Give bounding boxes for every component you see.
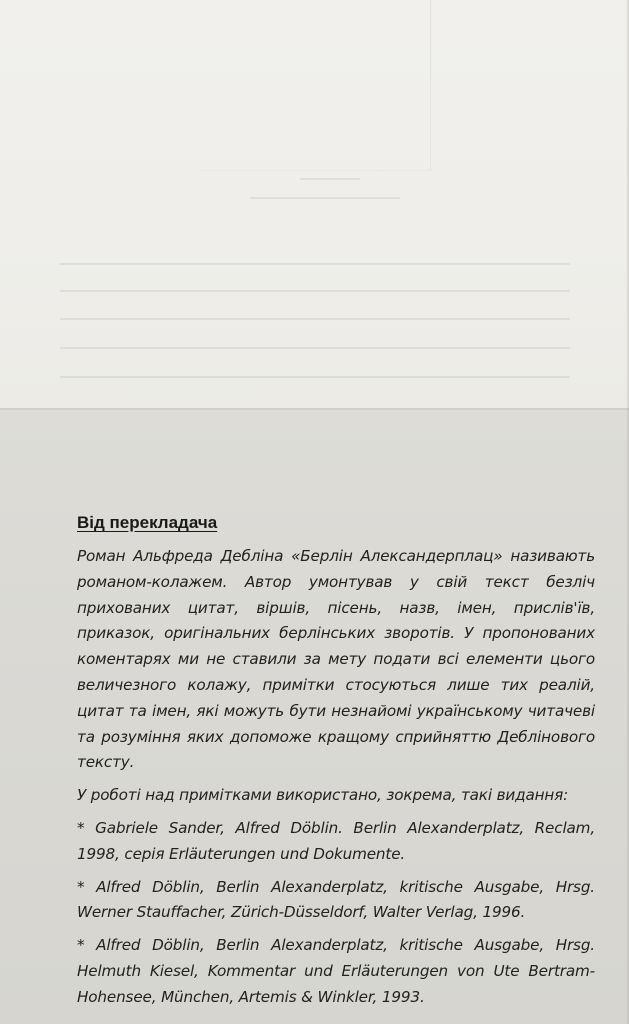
- source-item: * Gabriele Sander, Alfred Döblin. Berlin Alexanderplatz, Reclam, 1998, серія Erläuterungen und Dokumente.: [77, 818, 595, 863]
- intro-paragraph: Роман Альфреда Дебліна «Берлін Александерплац» називають романом-колажем. Автор умонтував у свій текст безліч прихованих цитат, віршів, пісень, назв, імен, прислів'їв, приказок, оригінальних берлінських зворотів. У пропонованих коментарях ми не ставили за мету подати всі елементи цього величезного колажу, примітки стосуються лише тих реалій, цитат та імен, які можуть бути незнайомі українському читачеві та розуміння яких допоможе кращому сприйняттю Деблінового тексту.: [77, 547, 595, 772]
- translator-note: [77, 508, 595, 1011]
- bleed-through-line: [250, 197, 400, 199]
- bleed-through-line: [60, 318, 570, 320]
- source-item: * Alfred Döblin, Berlin Alexanderplatz, kritische Ausgabe, Hrsg. Helmuth Kiesel, Kommentar und Erläuterungen von Ute Bertram-Hohensee, München, Artemis & Winkler, 1993.: [77, 936, 595, 1006]
- sources-lead: У роботі над примітками використано, зокрема, такі видання:: [77, 786, 569, 805]
- bleed-through-line: [60, 290, 570, 292]
- bleed-through-line: [60, 263, 570, 265]
- bleed-through-frame: [200, 0, 431, 171]
- source-item: * Alfred Döblin, Berlin Alexanderplatz, kritische Ausgabe, Hrsg. Werner Stauffacher, Zürich-Düsseldorf, Walter Verlag, 1996.: [77, 877, 595, 922]
- bleed-through-line: [300, 178, 360, 180]
- section-heading: Від перекладача: [77, 513, 218, 532]
- blank-upper-area: [0, 0, 629, 410]
- bleed-through-line: [60, 347, 570, 349]
- bleed-through-line: [60, 376, 570, 378]
